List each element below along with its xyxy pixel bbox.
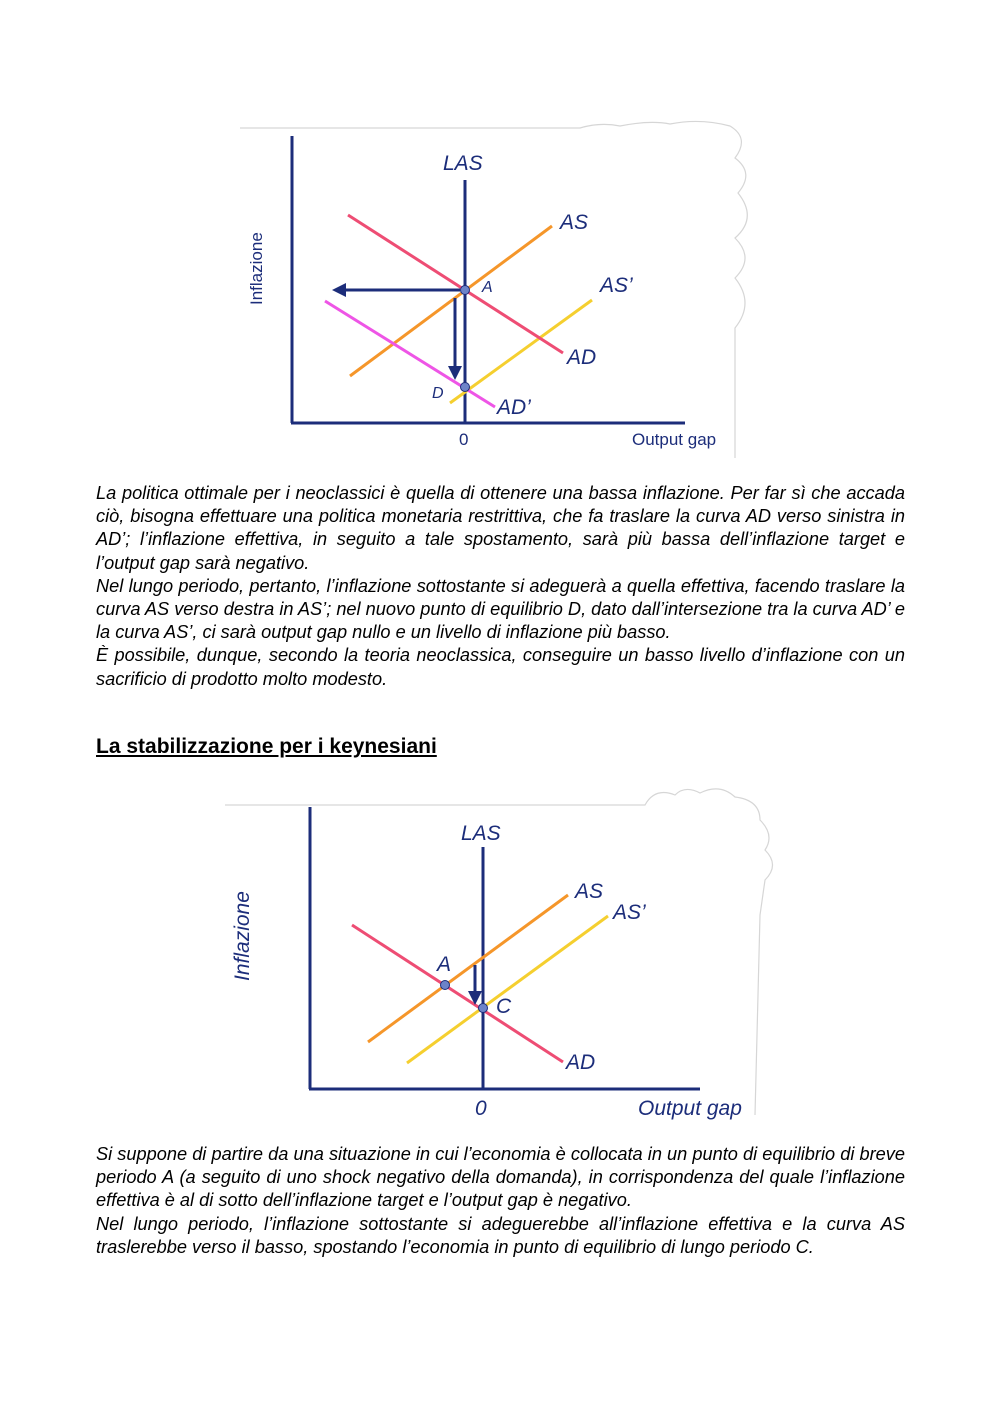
ad-label: AD <box>566 1051 596 1074</box>
point-a-label: A <box>437 953 452 976</box>
paragraph-2-line-2: Nel lungo periodo, l’inflazione sottostante si adeguerebbe all’inflazione effettiva e la curva AS traslerebbe verso il basso, spostando l’economia in punto di equilibrio di lungo periodo C. <box>96 1213 905 1257</box>
point-a-label: A <box>482 279 493 296</box>
las-label: LAS <box>443 152 483 175</box>
figure-neoclassical <box>230 118 760 463</box>
paragraph-neoclassical <box>96 482 905 691</box>
figure-1-svg <box>230 118 760 463</box>
as-label: AS <box>575 880 604 903</box>
paragraph-1-line-3: È possibile, dunque, secondo la teoria neoclassica, conseguire un basso livello d’inflazione con un sacrificio di prodotto molto modesto. <box>96 645 905 689</box>
point-a <box>441 981 450 990</box>
as-line <box>350 226 552 376</box>
paragraph-1-line-1: La politica ottimale per i neoclassici è quella di ottenere una bassa inflazione. Per far sì che accada ciò, bisogna effettuare una politica monetaria restrittiva, che fa traslare la curva AD verso sinistra in AD’; l’inflazione effettiva, in seguito a tale spostamento, sarà più bassa dell’inflazione target e l’output gap sarà negativo. <box>96 483 905 573</box>
ad-label: AD <box>567 346 597 369</box>
origin-label: 0 <box>475 1097 487 1120</box>
point-d-label: D <box>432 385 444 402</box>
x-axis-label: Output gap <box>632 430 717 449</box>
ad-prime-label: AD’ <box>497 396 531 419</box>
paragraph-2-line-1: Si suppone di partire da una situazione in cui l’economia è collocata in un punto di equilibrio di breve periodo A (a seguito di uno shock negativo della domanda), in corrispondenza del quale l’inflazione effettiva è al di sotto dell’inflazione target e l’output gap è negativo. <box>96 1144 905 1211</box>
paragraph-keynesian <box>96 1143 905 1259</box>
point-c-label: C <box>496 995 512 1018</box>
as-prime-label: AS’ <box>600 274 633 297</box>
figure-2-svg <box>215 785 785 1125</box>
x-axis-label: Output gap <box>638 1097 742 1120</box>
las-label: LAS <box>461 822 501 845</box>
as-label: AS <box>560 211 589 234</box>
paragraph-1-line-2: Nel lungo periodo, pertanto, l’inflazione sottostante si adeguerà a quella effettiva, facendo traslare la curva AS verso destra in AS’; nel nuovo punto di equilibrio D, dato dall’intersezione tra la curva AD’ e la curva AS’, ci sarà output gap nullo e un livello di inflazione più basso. <box>96 575 905 643</box>
point-d <box>461 383 470 392</box>
point-c <box>479 1004 488 1013</box>
point-a <box>461 286 470 295</box>
figure-keynesian <box>215 785 785 1125</box>
y-axis-label: Inflazione <box>231 891 254 981</box>
left-arrowhead <box>332 283 346 297</box>
y-axis-label: Inflazione <box>247 232 266 305</box>
ad-prime-line <box>325 301 495 407</box>
section-heading: La stabilizzazione per i keynesiani <box>96 735 437 758</box>
origin-label: 0 <box>459 430 469 449</box>
ad-line <box>352 925 563 1062</box>
as-prime-label: AS’ <box>613 901 646 924</box>
